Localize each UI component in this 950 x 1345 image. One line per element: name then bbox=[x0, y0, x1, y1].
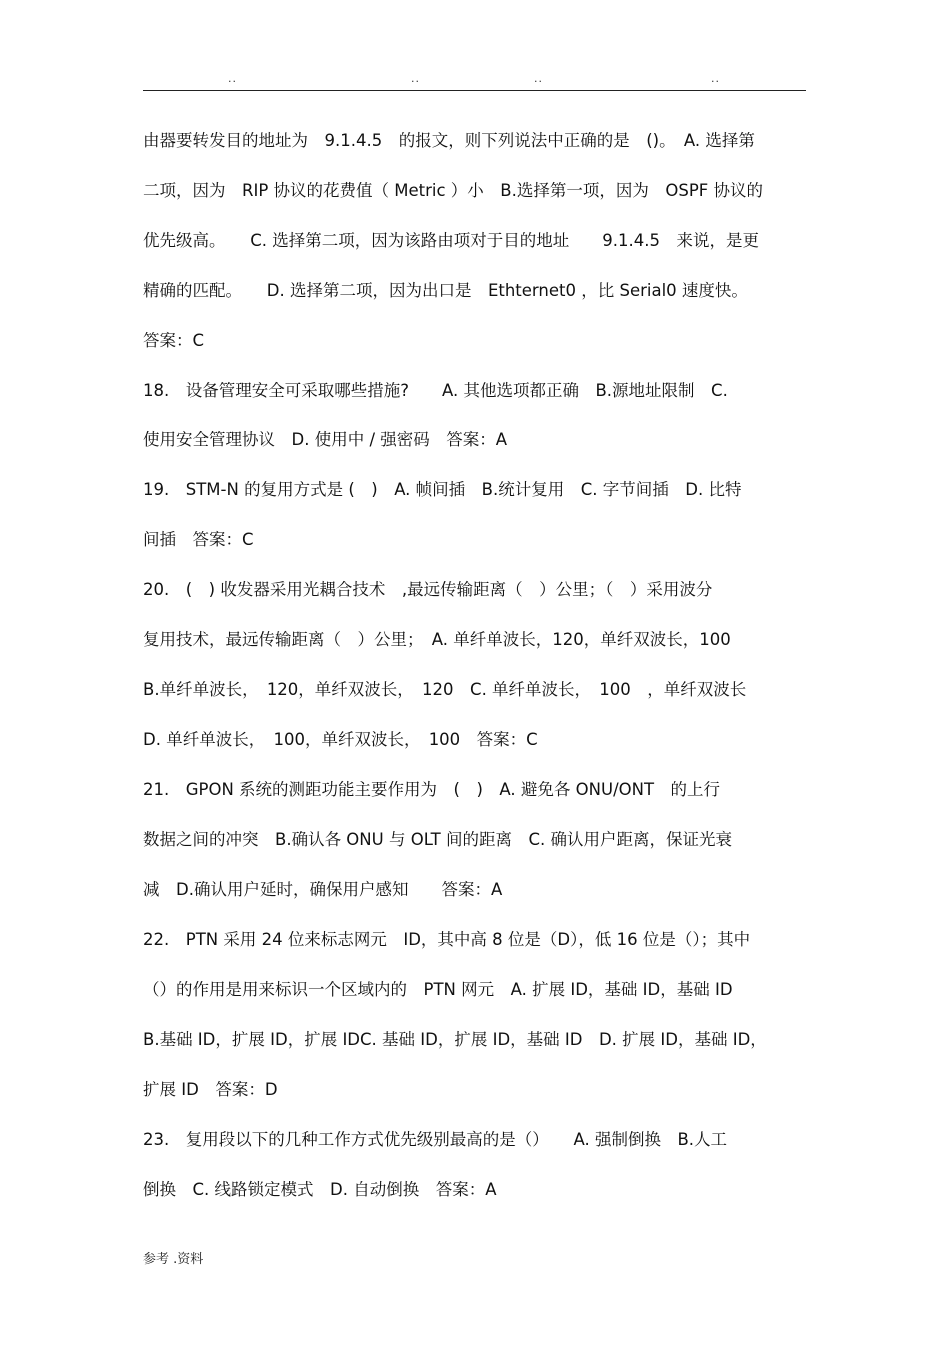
text-line: 优先级高。 C. 选择第二项，因为该路由项对于目的地址 9.1.4.5 来说，是更 bbox=[143, 231, 759, 250]
question-23: 23. 复用段以下的几种工作方式优先级别最高的是（） A. 强制倒换 B.人工 bbox=[143, 1130, 728, 1149]
question-22: 22. PTN 采用 24 位来标志网元 ID，其中高 8 位是（D），低 16 位是（）；其中 bbox=[143, 930, 751, 949]
text-line: （）的作用是用来标识一个区域内的 PTN 网元 A. 扩展 ID，基础 ID，基础 ID bbox=[143, 980, 733, 999]
answer-line: 答案：C bbox=[143, 331, 205, 350]
page-footer: 参考 .资料 bbox=[143, 1252, 204, 1267]
header-mark: .. bbox=[411, 72, 420, 85]
text-line: 复用技术，最远传输距离（ ）公里； A. 单纤单波长，120，单纤双波长，100 bbox=[143, 630, 731, 649]
header-rule bbox=[143, 90, 806, 91]
text-line: 减 D.确认用户延时，确保用户感知 答案：A bbox=[143, 880, 503, 899]
text-line: B.单纤单波长， 120，单纤双波长， 120 C. 单纤单波长， 100 ，单纤双波长 bbox=[143, 680, 747, 699]
page-header bbox=[143, 72, 806, 90]
text-line: 二项，因为 RIP 协议的花费值（ Metric ）小 B.选择第一项，因为 OSPF 协议的 bbox=[143, 181, 764, 200]
text-line: 数据之间的冲突 B.确认各 ONU 与 OLT 间的距离 C. 确认用户距离，保证光衰 bbox=[143, 830, 732, 849]
header-mark: .. bbox=[228, 72, 237, 85]
text-line: 由器要转发目的地址为 9.1.4.5 的报文，则下列说法中正确的是 ()。 A. 选择第 bbox=[143, 131, 755, 150]
question-19: 19. STM-N 的复用方式是 ( ) A. 帧间插 B.统计复用 C. 字节间插 D. 比特 bbox=[143, 480, 742, 499]
text-line: 间插 答案：C bbox=[143, 530, 254, 549]
text-line: 精确的匹配。 D. 选择第二项，因为出口是 Ethternet0 ，比 Serial0 速度快。 bbox=[143, 281, 748, 300]
text-line: B.基础 ID，扩展 ID，扩展 IDC. 基础 ID，扩展 ID，基础 ID D. 扩展 ID，基础 ID， bbox=[143, 1030, 767, 1049]
header-mark: .. bbox=[711, 72, 720, 85]
text-line: D. 单纤单波长， 100，单纤双波长， 100 答案：C bbox=[143, 730, 538, 749]
header-mark: .. bbox=[534, 72, 543, 85]
question-20: 20. ( ) 收发器采用光耦合技术 ,最远传输距离（ ）公里；（ ）采用波分 bbox=[143, 580, 713, 599]
text-line: 使用安全管理协议 D. 使用中 / 强密码 答案：A bbox=[143, 430, 508, 449]
text-line: 扩展 ID 答案：D bbox=[143, 1080, 278, 1099]
question-18: 18. 设备管理安全可采取哪些措施? A. 其他选项都正确 B.源地址限制 C. bbox=[143, 381, 728, 400]
text-line: 倒换 C. 线路锁定模式 D. 自动倒换 答案：A bbox=[143, 1180, 497, 1199]
question-21: 21. GPON 系统的测距功能主要作用为 ( ) A. 避免各 ONU/ONT 的上行 bbox=[143, 780, 721, 799]
